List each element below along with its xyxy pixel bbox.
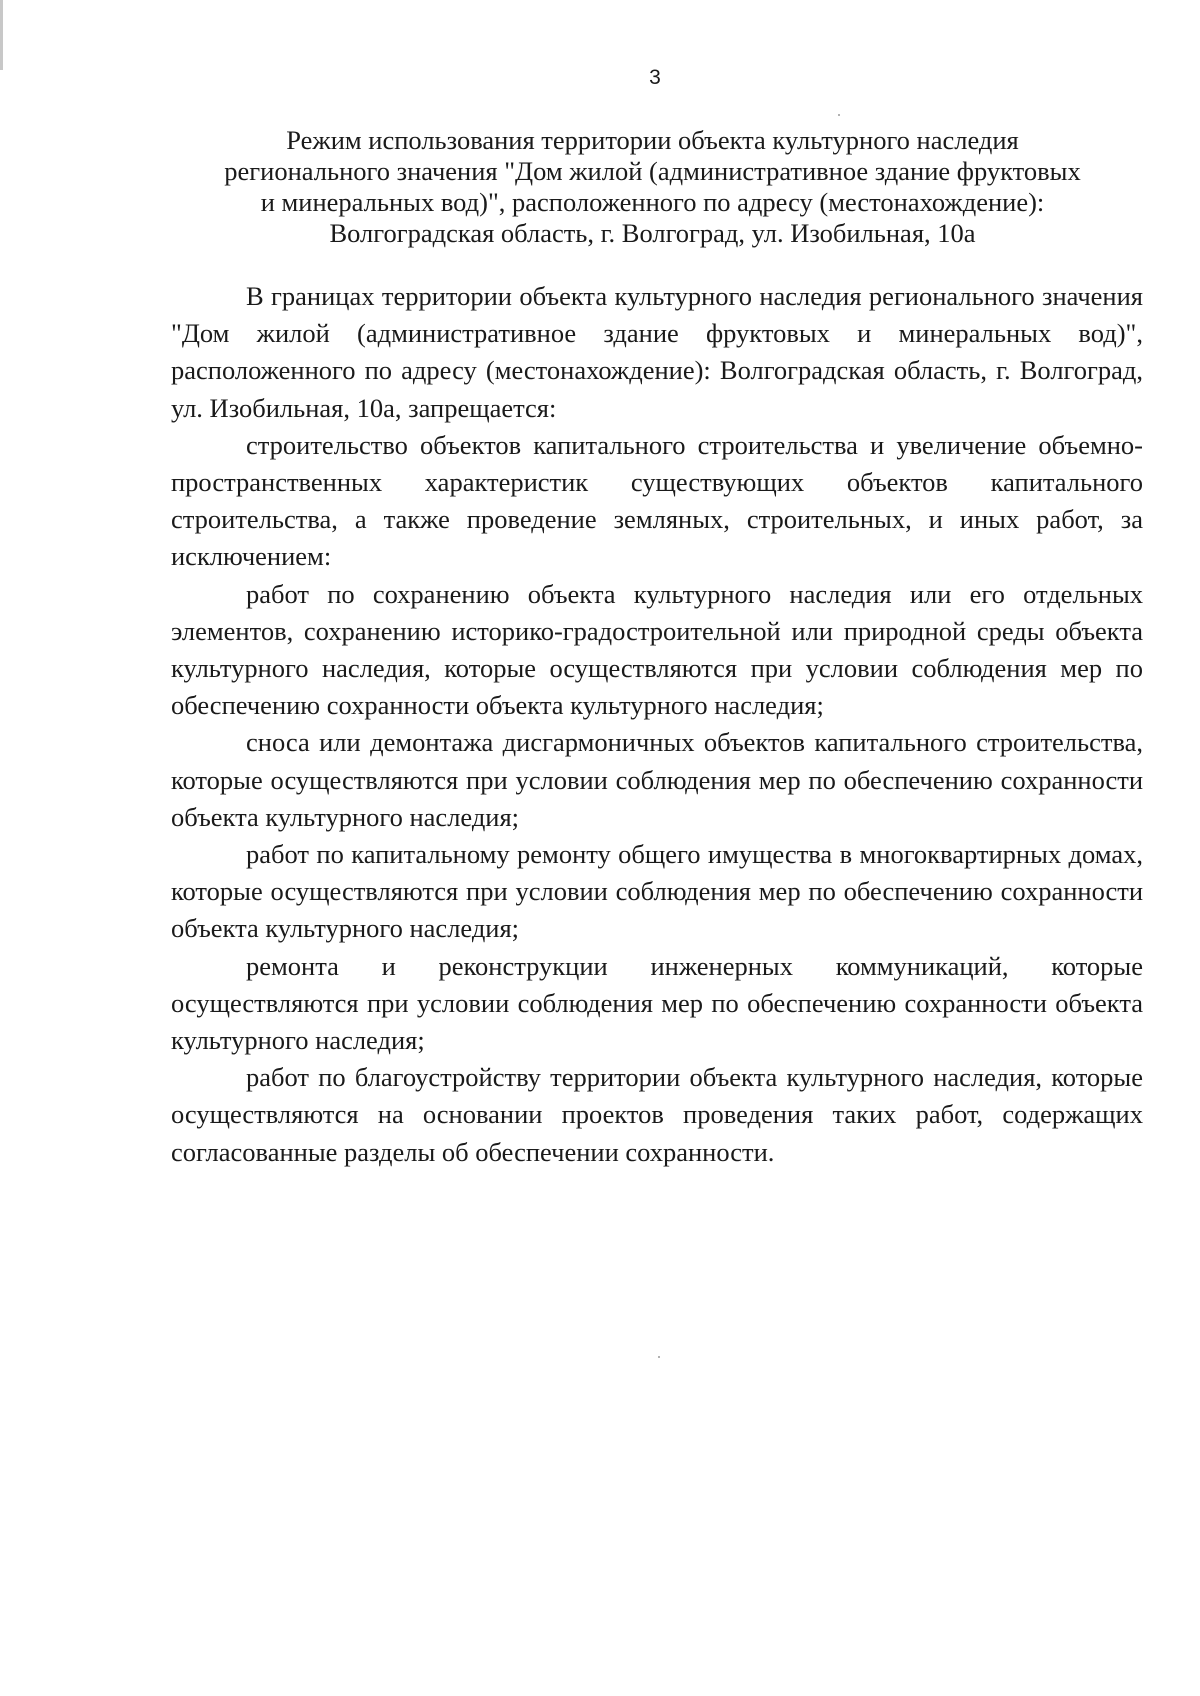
title-line: и минеральных вод)", расположенного по адресу (местонахождение):	[260, 187, 1045, 217]
scan-edge-mark	[0, 0, 3, 70]
body-paragraph-exception: ремонта и реконструкции инженерных коммуникаций, которые осуществляются при условии соблюдения мер по обеспечению сохранности объекта культурного наследия;	[171, 950, 1143, 1056]
title-line: Режим использования территории объекта культурного наследия	[286, 125, 1019, 155]
scan-speck	[658, 1356, 660, 1358]
title-line: Волгоградская область, г. Волгоград, ул. Изобильная, 10а	[329, 218, 976, 248]
body-paragraph-exception: работ по благоустройству территории объекта культурного наследия, которые осуществляются на основании проектов проведения таких работ, содержащих согласованные разделы об обеспечении сохранности.	[171, 1062, 1143, 1167]
scan-speck	[838, 114, 840, 116]
document-body	[171, 278, 1143, 1171]
title-line: регионального значения "Дом жилой (административное здание фруктовых	[224, 156, 1081, 186]
body-paragraph-exception: работ по сохранению объекта культурного наследия или его отдельных элементов, сохранению историко-градостроительной или природной среды объекта культурного наследия, которые осуществляются при условии соблюдения мер по обеспечению сохранности объекта культурного наследия;	[171, 578, 1143, 721]
body-paragraph-intro: В границах территории объекта культурного наследия регионального значения "Дом жилой (административное здание фруктовых и минеральных вод)", расположенного по адресу (местонахождение): Волгоградская область, г. Волгоград, ул. Изобильная, 10а, запрещается:	[171, 281, 1143, 423]
body-paragraph-exception: сноса или демонтажа дисгармоничных объектов капитального строительства, которые осуществляются при условии соблюдения мер по обеспечению сохранности объекта культурного наследия;	[171, 727, 1143, 832]
document-title	[170, 125, 1135, 249]
body-paragraph-exception: работ по капитальному ремонту общего имущества в многоквартирных домах, которые осуществляются при условии соблюдения мер по обеспечению сохранности объекта культурного наследия;	[171, 839, 1143, 944]
page-number: 3	[649, 66, 661, 89]
body-paragraph-prohibition: строительство объектов капитального строительства и увеличение объемно-пространственных характеристик существующих объектов капитального строительства, а также проведение земляных, строительных, и иных работ, за исключением:	[171, 429, 1143, 572]
